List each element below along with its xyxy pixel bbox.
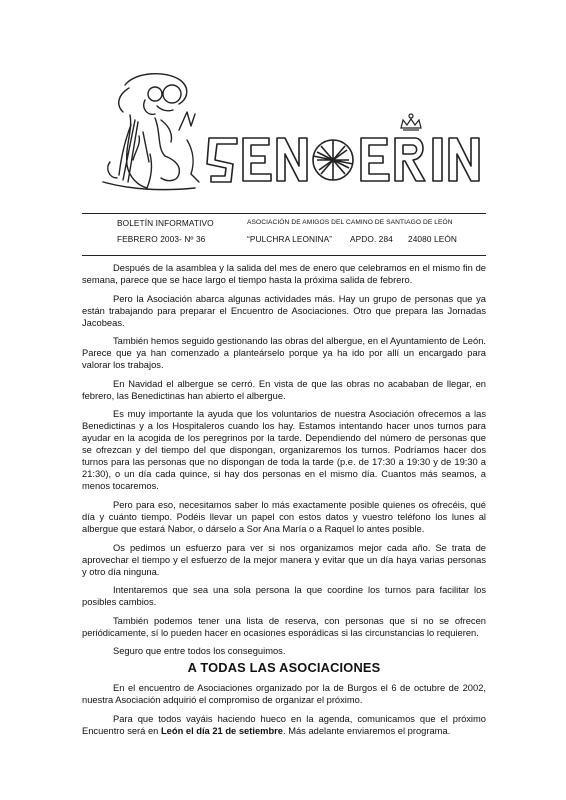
event-intro-text: Para que todos vayáis haciendo hueco en la agenda, comunicamos que el próximo Encuentro será en	[82, 713, 486, 736]
section-body	[82, 682, 486, 743]
po-box: APDO. 284	[350, 234, 393, 244]
article-body	[82, 262, 486, 664]
pulchra-leonina-label: “PULCHRA LEONINA”	[247, 234, 333, 244]
paragraph: También podemos tener una lista de reserva, con personas que si no se ofrecen periódicamente, sí lo pueden hacer en ocasiones esporádicas si las circunstancias lo requieren.	[82, 615, 486, 638]
association-name: ASOCIACIÓN DE AMIGOS DEL CAMINO DE SANTIAGO DE LEÓN	[247, 219, 453, 226]
masthead	[95, 70, 490, 200]
senderin-logo-drawing	[95, 70, 490, 200]
pilgrim-cartoon-icon	[103, 74, 199, 190]
paragraph: También hemos seguido gestionando las obras del albergue, en el Ayuntamiento de León. Parece que ya han comenzado a planteárselo porque ya ha ido por allí un encargado para valorar los trabajos.	[82, 336, 486, 371]
issue-date: FEBRERO 2003- Nº 36	[117, 234, 206, 244]
paragraph: Intentaremos que sea una sola persona la que coordine los turnos para facilitar los posibles cambios.	[82, 585, 486, 608]
paragraph: En Navidad el albergue se cerró. En vista de que las obras no acababan de llegar, en febrero, las Benedictinas han abierto el albergue.	[82, 378, 486, 401]
bulletin-label: BOLETÍN INFORMATIVO	[117, 218, 214, 228]
paragraph: Seguro que entre todos los conseguimos.	[113, 646, 286, 657]
crown-emblem-icon	[401, 114, 421, 130]
paragraph: Es muy importante la ayuda que los voluntarios de nuestra Asociación ofrecemos a las Benedictinas y a los Hospitaleros cuando los hay. Estamos intentando hacer unos turnos para ayudar en la acogida de los peregrinos por la tarde. Dependiendo del número de personas que se ofrezcan y del tiempo del que dispongan, organizaremos los turnos. Podríamos hacer dos turnos para las personas que no dispongan de toda la tarde (p.e. de 17:30 a 19:30 y de 19:30 a 21:30), o un día cada quince, si hay dos personas en el mismo día. Cuantos más seamos, a menos tocaremos.	[82, 409, 486, 492]
section-heading: A TODAS LAS ASOCIACIONES	[187, 660, 381, 675]
section-paragraph-event	[82, 713, 486, 737]
event-date-highlight: León el día 21 de setiembre	[160, 725, 283, 736]
paragraph: Os pedimos un esfuerzo para ver si nos organizamos mejor cada año. Se trata de aprovechar el tiempo y el esfuerzo de la mejor manera y evitar que un día haya varias personas y otro día ninguna.	[82, 542, 486, 577]
event-closing-text: . Más adelante enviaremos el programa.	[283, 725, 451, 736]
postal-code: 24080 LEÓN	[408, 234, 457, 244]
paragraph: Pero para eso, necesitamos saber lo más exactamente posible quienes os ofrecéis, qué día y cuánto tiempo. Podéis llevar un papel con estos datos y vuestro teléfono los lunes al albergue que estará Nabor, o dárselo a Sor Ana María o a Raquel lo antes posible.	[82, 499, 486, 534]
senderin-wordmark	[207, 138, 479, 182]
paragraph: Pero la Asociación abarca algunas actividades más. Hay un grupo de personas que ya están trabajando para preparar el Encuentro de Asociaciones. Otro que prepara las Jornadas Jacobeas.	[82, 293, 486, 328]
header-rule-top	[82, 213, 486, 214]
header-rule-bottom	[82, 255, 486, 256]
paragraph: Después de la asamblea y la salida del mes de enero que celebramos en el mismo fin de semana, parece que se hace largo el tiempo hasta la próxima salida de febrero.	[82, 263, 486, 285]
section-paragraph: En el encuentro de Asociaciones organizado por la de Burgos el 6 de octubre de 2002, nuestra Asociación adquirió el compromiso de organizar el próximo.	[82, 683, 486, 705]
